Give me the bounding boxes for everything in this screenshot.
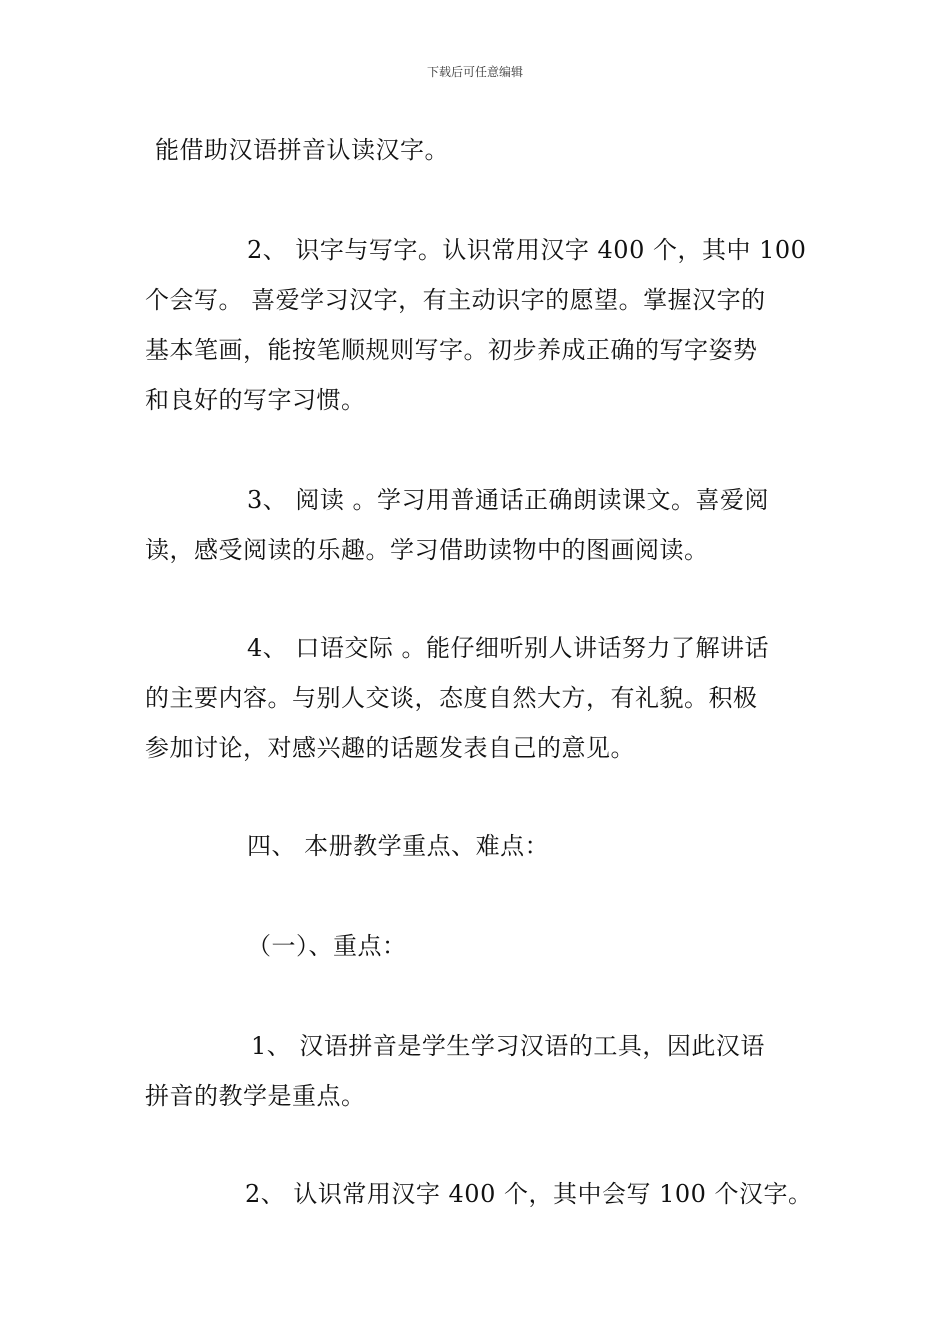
paragraph-line: 4、 口语交际 。能仔细听别人讲话努力了解讲话 [247,634,770,662]
heading-line: （一）、重点： [247,932,407,960]
paragraph-line: 1、 汉语拼音是学生学习汉语的工具，因此汉语 [251,1032,765,1060]
paragraph-line: 参加讨论，对感兴趣的话题发表自己的意见。 [145,734,635,762]
paragraph-literacy-writing [145,225,807,425]
paragraph-reading [145,475,807,575]
paragraph-line: 读，感受阅读的乐趣。学习借助读物中的图画阅读。 [145,536,709,564]
paragraph-line: 拼音的教学是重点。 [145,1082,366,1110]
paragraph-key-point-1 [145,1021,807,1121]
paragraph-pinyin-reading [145,125,817,175]
paragraph-line: 个会写。 喜爱学习汉字，有主动识字的愿望。掌握汉字的 [145,286,766,314]
heading-line: 四、 本册教学重点、难点： [247,832,550,860]
subsection-heading-key-points [145,921,807,971]
paragraph-oral-communication [145,623,807,773]
paragraph-line: 能借助汉语拼音认读汉字。 [155,136,449,164]
paragraph-key-point-2 [145,1169,813,1219]
section-heading-key-points [145,821,807,871]
paragraph-line: 2、 识字与写字。认识常用汉字 400 个，其中 100 [247,236,807,264]
paragraph-line: 的主要内容。与别人交谈，态度自然大方，有礼貌。积极 [145,684,758,712]
paragraph-line: 3、 阅读 。学习用普通话正确朗读课文。喜爱阅 [247,486,770,514]
paragraph-line: 2、 认识常用汉字 400 个，其中会写 100 个汉字。 [245,1180,813,1208]
paragraph-line: 基本笔画，能按笔顺规则写字。初步养成正确的写字姿势 [145,336,758,364]
page-header: 下载后可任意编辑 [426,65,523,79]
paragraph-line: 和良好的写字习惯。 [145,386,366,414]
